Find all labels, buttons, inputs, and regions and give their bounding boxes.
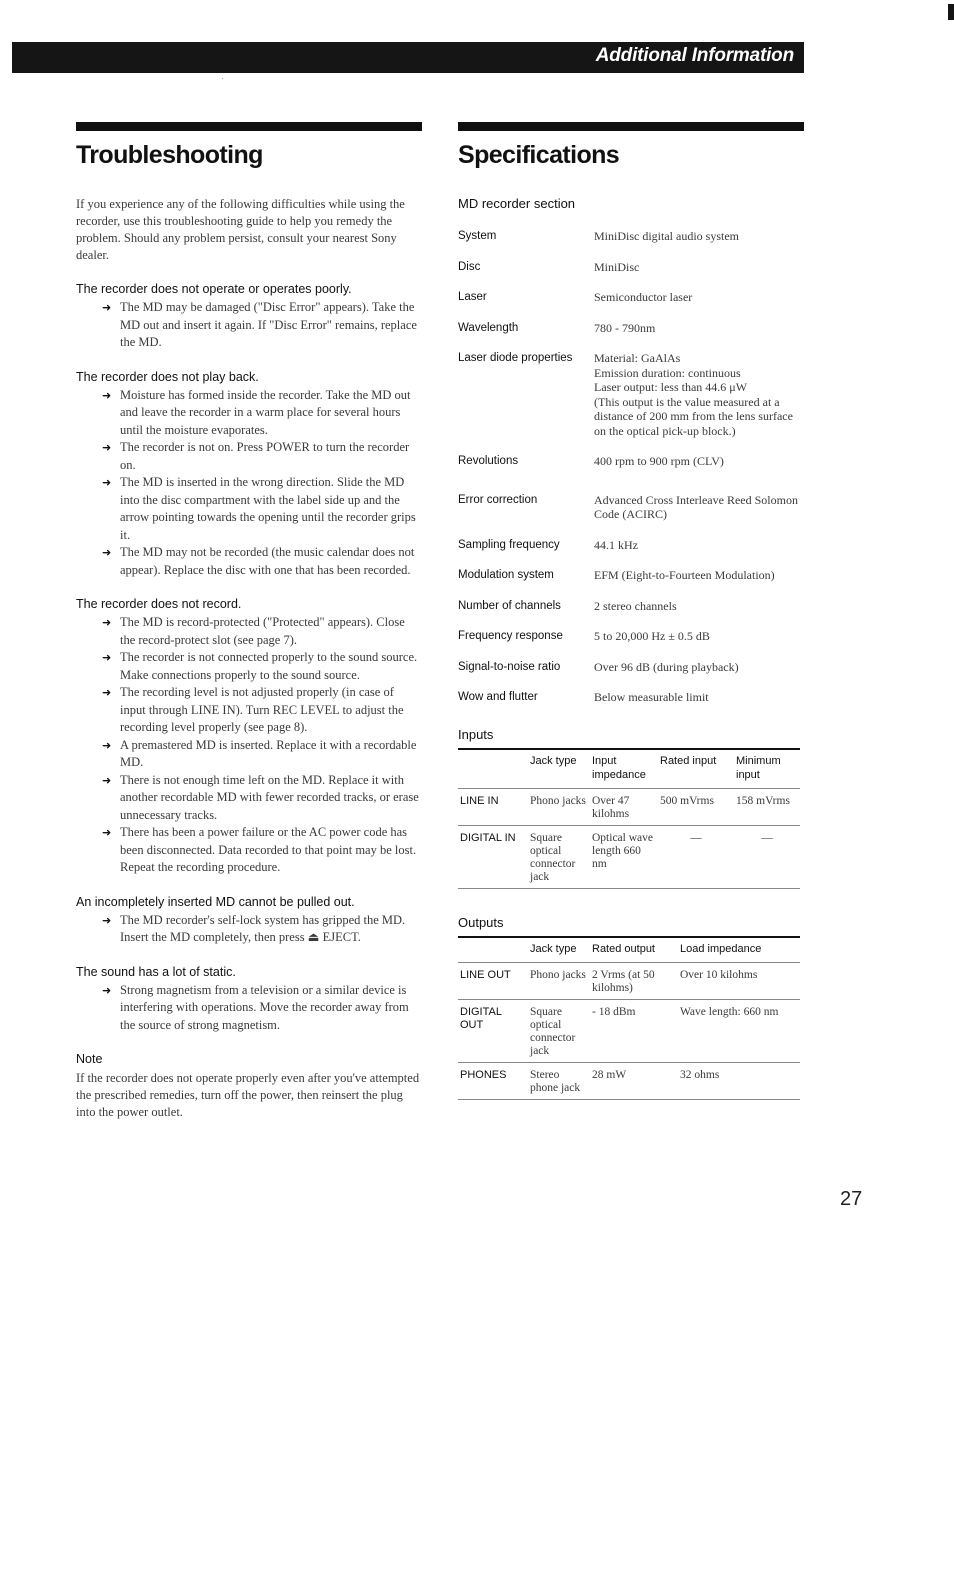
spec-row bbox=[458, 229, 804, 244]
outputs-header-cell: Jack type bbox=[530, 942, 577, 955]
outputs-row bbox=[458, 1062, 800, 1099]
inputs-cell: Over 47 kilohms bbox=[592, 794, 630, 820]
spec-value: 44.1 kHz bbox=[594, 537, 638, 552]
spec-value: MiniDisc digital audio system bbox=[594, 229, 739, 243]
inputs-cell: Optical wave length 660 nm bbox=[592, 831, 653, 870]
outputs-cell: LINE OUT bbox=[460, 968, 511, 981]
remedy-text: The MD is record-protected ("Protected" appears). Close the record-protect slot (see page 7). bbox=[120, 615, 405, 647]
spec-row bbox=[458, 321, 804, 336]
inputs-header-cell: Input impedance bbox=[592, 754, 646, 781]
remedy-text: The MD recorder's self-lock system has gripped the MD. Insert the MD completely, then press ⏏ EJECT. bbox=[120, 912, 406, 944]
outputs-cell: Wave length: 660 nm bbox=[680, 1005, 779, 1018]
remedy-text: The MD is inserted in the wrong direction. Slide the MD into the disc compartment with the label side up and the arrow pointing towards the opening until the recorder grips it. bbox=[120, 475, 416, 542]
troubleshooting-rule bbox=[76, 122, 422, 131]
remedy-text: The recorder is not on. Press POWER to turn the recorder on. bbox=[120, 440, 410, 472]
remedy-text: Moisture has formed inside the recorder. Take the MD out and leave the recorder in a warm place for several hours until the moisture evaporates. bbox=[120, 387, 411, 437]
remedy-item bbox=[76, 772, 422, 825]
outputs-header-cell bbox=[458, 937, 528, 963]
spec-value: Over 96 dB (during playback) bbox=[594, 659, 739, 674]
spec-label: Disc bbox=[458, 260, 481, 273]
arrow-right-icon: ➜ bbox=[102, 773, 112, 787]
spec-label: Laser bbox=[458, 291, 487, 303]
spec-list bbox=[458, 229, 804, 705]
arrow-right-icon: ➜ bbox=[102, 686, 112, 699]
troubleshooting-title: Troubleshooting bbox=[76, 141, 263, 169]
outputs-heading: Outputs bbox=[458, 914, 504, 930]
inputs-header-cell bbox=[458, 749, 528, 789]
spec-row bbox=[458, 538, 804, 553]
remedy-item bbox=[76, 649, 422, 684]
inputs-header-cell: Jack type bbox=[530, 754, 577, 767]
problem-block bbox=[76, 965, 422, 1035]
remedy-item bbox=[76, 684, 422, 737]
remedy-text: Strong magnetism from a television or a similar device is interfering with operations. Move the recorder away from the source of strong magnetism. bbox=[120, 982, 409, 1032]
spec-value: 780 - 790nm bbox=[594, 320, 656, 335]
md-section-heading: MD recorder section bbox=[458, 196, 576, 211]
spec-label: Wavelength bbox=[458, 321, 519, 334]
outputs-table bbox=[458, 936, 800, 1100]
remedy-item bbox=[76, 614, 422, 649]
problem-title: The sound has a lot of static. bbox=[76, 964, 236, 979]
inputs-cell: — bbox=[690, 831, 702, 844]
spec-label: Modulation system bbox=[458, 569, 554, 581]
remedy-text: There has been a power failure or the AC power code has been disconnected. Data recorded to that point may be lost. Repeat the recording procedure. bbox=[120, 825, 417, 874]
spec-value: MiniDisc bbox=[594, 259, 640, 274]
outputs-cell: Stereo phone jack bbox=[530, 1068, 581, 1094]
problem-title: The recorder does not play back. bbox=[76, 369, 259, 384]
note-text: If the recorder does not operate properly even after you've attempted the prescribed remedies, turn off the power, then reinsert the plug into the power outlet. bbox=[76, 1071, 420, 1119]
problem-title: An incompletely inserted MD cannot be pulled out. bbox=[76, 894, 355, 909]
problem-title: The recorder does not operate or operates poorly. bbox=[76, 282, 352, 296]
outputs-cell: 32 ohms bbox=[680, 1068, 720, 1081]
outputs-cell: Square optical connector jack bbox=[530, 1005, 576, 1057]
arrow-right-icon: ➜ bbox=[102, 913, 112, 927]
inputs-header-cell: Rated input bbox=[660, 754, 717, 767]
remedy-item bbox=[76, 737, 422, 772]
inputs-cell: — bbox=[761, 831, 773, 844]
outputs-cell: Phono jacks bbox=[530, 968, 586, 981]
section-header-title: Additional Information bbox=[595, 45, 794, 66]
outputs-row bbox=[458, 999, 800, 1062]
arrow-right-icon: ➜ bbox=[102, 826, 112, 839]
outputs-row bbox=[458, 962, 800, 999]
arrow-right-icon: ➜ bbox=[102, 983, 112, 997]
arrow-right-icon: ➜ bbox=[102, 441, 112, 454]
spec-row bbox=[458, 290, 804, 305]
problem-block bbox=[76, 597, 422, 877]
inputs-cell: LINE IN bbox=[460, 794, 499, 807]
spec-value: 5 to 20,000 Hz ± 0.5 dB bbox=[594, 629, 710, 643]
spec-row bbox=[458, 660, 804, 675]
remedy-item bbox=[76, 824, 422, 877]
spec-value: 400 rpm to 900 rpm (CLV) bbox=[594, 454, 724, 468]
arrow-right-icon: ➜ bbox=[102, 546, 112, 559]
arrow-right-icon: ➜ bbox=[102, 738, 112, 752]
spec-label: Number of channels bbox=[458, 599, 561, 612]
remedy-text: There is not enough time left on the MD. Replace it with another recordable MD with fewer recorded tracks, or erase unnecessary tracks. bbox=[120, 772, 419, 822]
remedy-item bbox=[76, 544, 422, 579]
remedy-text: The MD may be damaged ("Disc Error" appears). Take the MD out and insert it again. If "Disc Error" remains, replace the MD. bbox=[120, 300, 417, 349]
spec-row bbox=[458, 690, 804, 705]
outputs-cell: - 18 dBm bbox=[592, 1005, 636, 1018]
problem-title: The recorder does not record. bbox=[76, 597, 242, 611]
inputs-cell: 158 mVrms bbox=[736, 794, 790, 807]
inputs-cell: Square optical connector jack bbox=[530, 831, 576, 883]
outputs-cell: Over 10 kilohms bbox=[680, 968, 758, 981]
arrow-right-icon: ➜ bbox=[102, 388, 112, 402]
arrow-right-icon: ➜ bbox=[102, 301, 112, 314]
inputs-row bbox=[458, 825, 800, 888]
section-header-bar bbox=[12, 42, 804, 73]
remedy-item bbox=[76, 439, 422, 474]
spec-label: Error correction bbox=[458, 493, 538, 506]
outputs-cell: PHONES bbox=[460, 1068, 507, 1081]
remedy-item bbox=[76, 912, 422, 947]
problem-block bbox=[76, 370, 422, 580]
inputs-cell: 500 mVrms bbox=[660, 794, 714, 807]
spec-value: Semiconductor laser bbox=[594, 290, 693, 304]
inputs-heading: Inputs bbox=[458, 726, 494, 742]
inputs-table bbox=[458, 748, 800, 889]
outputs-header-cell: Load impedance bbox=[680, 942, 762, 955]
note-title: Note bbox=[76, 1052, 103, 1066]
arrow-right-icon: ➜ bbox=[102, 616, 112, 629]
remedy-text: A premastered MD is inserted. Replace it with a recordable MD. bbox=[120, 737, 417, 769]
remedy-item bbox=[76, 299, 422, 352]
inputs-row bbox=[458, 788, 800, 825]
remedy-text: The MD may not be recorded (the music calendar does not appear). Replace the disc with one that has been recorded. bbox=[120, 545, 415, 577]
outputs-cell: 28 mW bbox=[592, 1068, 627, 1081]
spec-row bbox=[458, 454, 804, 469]
remedy-text: The recording level is not adjusted properly (in case of input through LINE IN). Turn REC LEVEL to adjust the recording level properly (see page 8). bbox=[120, 685, 404, 734]
spec-value: 2 stereo channels bbox=[594, 598, 677, 613]
problem-list bbox=[76, 282, 422, 1034]
page-edge-mark bbox=[948, 4, 954, 20]
arrow-right-icon: ➜ bbox=[102, 476, 112, 489]
spec-row bbox=[458, 493, 804, 522]
problem-block bbox=[76, 895, 422, 947]
spec-value: Advanced Cross Interleave Reed Solomon Code (ACIRC) bbox=[594, 492, 798, 521]
problem-block bbox=[76, 282, 422, 352]
spec-row bbox=[458, 568, 804, 583]
specifications-rule bbox=[458, 122, 804, 131]
remedy-text: The recorder is not connected properly to the sound source. Make connections properly to the sound source. bbox=[120, 650, 418, 682]
inputs-cell: Phono jacks bbox=[530, 794, 586, 807]
stray-mark bbox=[222, 78, 223, 79]
spec-value: Material: GaAlAs Emission duration: continuous Laser output: less than 44.6 μW (This output is the value measured at a distance of 200 mm from the lens surface on the optical pick-up block.) bbox=[594, 351, 793, 438]
spec-label: Signal-to-noise ratio bbox=[458, 660, 561, 673]
remedy-item bbox=[76, 982, 422, 1035]
specifications-title: Specifications bbox=[458, 141, 620, 169]
spec-label: Revolutions bbox=[458, 455, 519, 467]
troubleshooting-column bbox=[76, 122, 422, 1121]
arrow-right-icon: ➜ bbox=[102, 651, 112, 664]
spec-label: Laser diode properties bbox=[458, 352, 573, 364]
outputs-cell: 2 Vrms (at 50 kilohms) bbox=[592, 968, 655, 994]
spec-label: System bbox=[458, 230, 497, 242]
spec-row bbox=[458, 599, 804, 614]
spec-label: Sampling frequency bbox=[458, 538, 560, 551]
spec-label: Wow and flutter bbox=[458, 691, 538, 703]
page-number: 27 bbox=[840, 1188, 863, 1210]
inputs-header-cell: Minimum input bbox=[736, 754, 781, 781]
spec-value: Below measurable limit bbox=[594, 690, 709, 704]
troubleshooting-intro: If you experience any of the following difficulties while using the recorder, use this troubleshooting guide to help you remedy the problem. Should any problem persist, consult your nearest Sony dealer. bbox=[76, 197, 405, 262]
spec-label: Frequency response bbox=[458, 630, 563, 642]
remedy-item bbox=[76, 387, 422, 440]
specifications-column bbox=[458, 122, 804, 1100]
spec-value: EFM (Eight-to-Fourteen Modulation) bbox=[594, 568, 775, 582]
remedy-item bbox=[76, 474, 422, 544]
spec-row bbox=[458, 351, 804, 438]
inputs-cell: DIGITAL IN bbox=[460, 831, 516, 844]
spec-row bbox=[458, 260, 804, 275]
outputs-header-cell: Rated output bbox=[592, 942, 655, 955]
outputs-cell: DIGITAL OUT bbox=[460, 1005, 502, 1031]
spec-row bbox=[458, 629, 804, 644]
